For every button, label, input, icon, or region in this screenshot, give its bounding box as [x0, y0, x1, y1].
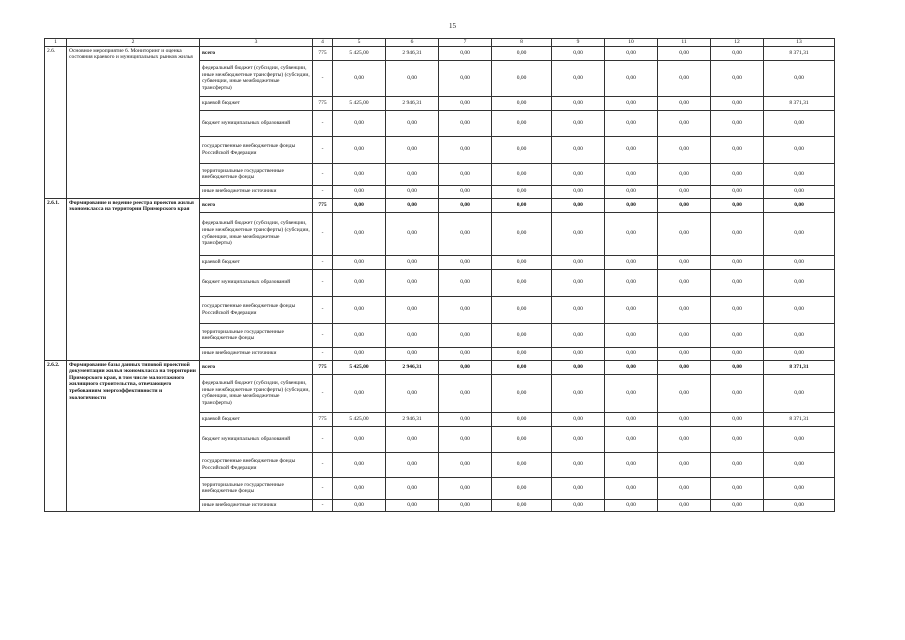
budget-code: -	[313, 60, 333, 96]
column-number: 8	[492, 39, 552, 47]
column-number: 4	[313, 39, 333, 47]
amount-cell: 0,00	[492, 46, 552, 60]
amount-cell: 0,00	[492, 499, 552, 511]
item-number: 2.6.	[45, 46, 67, 198]
amount-cell: 5 425,00	[333, 412, 386, 426]
column-number: 6	[386, 39, 439, 47]
amount-cell: 0,00	[764, 452, 835, 477]
amount-cell: 0,00	[386, 60, 439, 96]
amount-cell: 0,00	[552, 198, 605, 212]
column-number: 9	[552, 39, 605, 47]
amount-cell: 0,00	[439, 347, 492, 360]
table-body	[45, 39, 835, 512]
amount-cell: 0,00	[333, 185, 386, 198]
amount-cell: 0,00	[386, 374, 439, 412]
amount-cell: 0,00	[552, 269, 605, 296]
column-number-row	[45, 39, 835, 47]
amount-cell: 0,00	[711, 426, 764, 452]
amount-cell: 0,00	[552, 347, 605, 360]
amount-cell: 0,00	[764, 296, 835, 323]
amount-cell: 0,00	[552, 296, 605, 323]
amount-cell: 0,00	[492, 136, 552, 163]
amount-cell: 0,00	[552, 412, 605, 426]
amount-cell: 0,00	[552, 46, 605, 60]
amount-cell: 0,00	[492, 412, 552, 426]
amount-cell: 0,00	[711, 198, 764, 212]
amount-cell: 0,00	[711, 452, 764, 477]
amount-cell: 0,00	[439, 255, 492, 269]
amount-cell: 0,00	[439, 374, 492, 412]
amount-cell: 0,00	[764, 323, 835, 347]
amount-cell: 0,00	[764, 499, 835, 511]
amount-cell: 0,00	[658, 323, 711, 347]
amount-cell: 5 425,00	[333, 360, 386, 374]
amount-cell: 0,00	[764, 212, 835, 255]
amount-cell: 0,00	[605, 296, 658, 323]
column-number: 2	[67, 39, 200, 47]
budget-code: -	[313, 347, 333, 360]
amount-cell: 0,00	[386, 452, 439, 477]
amount-cell: 0,00	[333, 374, 386, 412]
column-number: 1	[45, 39, 67, 47]
amount-cell: 0,00	[764, 163, 835, 185]
amount-cell: 0,00	[605, 323, 658, 347]
budget-code: 775	[313, 412, 333, 426]
amount-cell: 0,00	[605, 96, 658, 110]
budget-code: 775	[313, 198, 333, 212]
column-number: 11	[658, 39, 711, 47]
budget-code: -	[313, 452, 333, 477]
funding-source: государственные внебюджетные фонды Российской Федерации	[200, 136, 313, 163]
amount-cell: 0,00	[492, 477, 552, 499]
amount-cell: 0,00	[492, 96, 552, 110]
amount-cell: 0,00	[492, 269, 552, 296]
amount-cell: 0,00	[658, 296, 711, 323]
amount-cell: 0,00	[658, 477, 711, 499]
amount-cell: 0,00	[711, 347, 764, 360]
budget-code: -	[313, 185, 333, 198]
budget-code: -	[313, 499, 333, 511]
column-number: 13	[764, 39, 835, 47]
budget-code: -	[313, 296, 333, 323]
funding-source: иные внебюджетные источники	[200, 185, 313, 198]
amount-cell: 0,00	[764, 110, 835, 136]
amount-cell: 0,00	[439, 46, 492, 60]
amount-cell: 0,00	[605, 110, 658, 136]
amount-cell: 0,00	[386, 477, 439, 499]
amount-cell: 0,00	[658, 163, 711, 185]
amount-cell: 0,00	[333, 269, 386, 296]
budget-code: -	[313, 255, 333, 269]
amount-cell: 0,00	[605, 499, 658, 511]
amount-cell: 0,00	[492, 426, 552, 452]
amount-cell: 0,00	[605, 185, 658, 198]
amount-cell: 0,00	[439, 212, 492, 255]
amount-cell: 0,00	[658, 452, 711, 477]
amount-cell: 0,00	[333, 60, 386, 96]
funding-source: краевой бюджет	[200, 255, 313, 269]
amount-cell: 0,00	[711, 136, 764, 163]
amount-cell: 5 425,00	[333, 96, 386, 110]
amount-cell: 0,00	[439, 96, 492, 110]
amount-cell: 0,00	[605, 212, 658, 255]
funding-source: иные внебюджетные источники	[200, 499, 313, 511]
amount-cell: 0,00	[333, 212, 386, 255]
column-number: 12	[711, 39, 764, 47]
amount-cell: 0,00	[439, 323, 492, 347]
budget-code: -	[313, 110, 333, 136]
amount-cell: 2 946,31	[386, 412, 439, 426]
amount-cell: 0,00	[764, 374, 835, 412]
amount-cell: 0,00	[764, 136, 835, 163]
amount-cell: 0,00	[492, 374, 552, 412]
amount-cell: 0,00	[658, 269, 711, 296]
amount-cell: 0,00	[711, 185, 764, 198]
amount-cell: 0,00	[605, 412, 658, 426]
amount-cell: 0,00	[658, 110, 711, 136]
amount-cell: 0,00	[764, 60, 835, 96]
amount-cell: 0,00	[605, 426, 658, 452]
amount-cell: 0,00	[439, 136, 492, 163]
item-number: 2.6.2.	[45, 360, 67, 511]
amount-cell: 0,00	[386, 347, 439, 360]
amount-cell: 0,00	[439, 296, 492, 323]
amount-cell: 0,00	[658, 255, 711, 269]
amount-cell: 0,00	[552, 499, 605, 511]
funding-source: бюджет муниципальных образований	[200, 426, 313, 452]
budget-code: 775	[313, 46, 333, 60]
amount-cell: 0,00	[439, 360, 492, 374]
amount-cell: 0,00	[605, 255, 658, 269]
amount-cell: 0,00	[711, 212, 764, 255]
amount-cell: 0,00	[386, 255, 439, 269]
amount-cell: 0,00	[386, 136, 439, 163]
amount-cell: 0,00	[711, 360, 764, 374]
item-number: 2.6.1.	[45, 198, 67, 360]
amount-cell: 0,00	[658, 212, 711, 255]
funding-source: всего	[200, 198, 313, 212]
amount-cell: 0,00	[439, 110, 492, 136]
amount-cell: 0,00	[386, 163, 439, 185]
amount-cell: 2 946,31	[386, 360, 439, 374]
amount-cell: 0,00	[711, 477, 764, 499]
amount-cell: 2 946,31	[386, 96, 439, 110]
amount-cell: 0,00	[552, 136, 605, 163]
amount-cell: 0,00	[439, 412, 492, 426]
amount-cell: 0,00	[333, 499, 386, 511]
funding-source: всего	[200, 46, 313, 60]
amount-cell: 0,00	[658, 136, 711, 163]
amount-cell: 0,00	[605, 269, 658, 296]
budget-code: -	[313, 374, 333, 412]
item-description: Формирование и ведение реестра проектов жилья экономкласса на территории Приморского края	[67, 198, 200, 360]
amount-cell: 8 371,31	[764, 360, 835, 374]
page-number: 15	[449, 22, 456, 30]
amount-cell: 0,00	[492, 296, 552, 323]
amount-cell: 0,00	[552, 374, 605, 412]
amount-cell: 0,00	[492, 163, 552, 185]
amount-cell: 0,00	[658, 347, 711, 360]
funding-source: бюджет муниципальных образований	[200, 110, 313, 136]
amount-cell: 0,00	[764, 185, 835, 198]
funding-source: федеральный бюджет (субсидии, субвенции, иные межбюджетные трансферты) (субсидии, субвенции, иные межбюджетные трансферты)	[200, 212, 313, 255]
amount-cell: 0,00	[386, 499, 439, 511]
budget-code: -	[313, 269, 333, 296]
amount-cell: 0,00	[711, 255, 764, 269]
amount-cell: 0,00	[492, 347, 552, 360]
amount-cell: 5 425,00	[333, 46, 386, 60]
amount-cell: 0,00	[492, 185, 552, 198]
amount-cell: 8 371,31	[764, 96, 835, 110]
amount-cell: 0,00	[386, 212, 439, 255]
amount-cell: 0,00	[711, 296, 764, 323]
amount-cell: 0,00	[333, 477, 386, 499]
amount-cell: 0,00	[492, 323, 552, 347]
amount-cell: 0,00	[386, 198, 439, 212]
amount-cell: 0,00	[658, 198, 711, 212]
amount-cell: 0,00	[333, 163, 386, 185]
funding-table	[44, 38, 835, 512]
amount-cell: 0,00	[658, 426, 711, 452]
budget-code: 775	[313, 96, 333, 110]
amount-cell: 0,00	[764, 269, 835, 296]
amount-cell: 0,00	[552, 96, 605, 110]
amount-cell: 0,00	[439, 163, 492, 185]
funding-source: государственные внебюджетные фонды Российской Федерации	[200, 296, 313, 323]
budget-code: 775	[313, 360, 333, 374]
amount-cell: 0,00	[333, 347, 386, 360]
amount-cell: 0,00	[439, 269, 492, 296]
amount-cell: 0,00	[492, 198, 552, 212]
amount-cell: 0,00	[333, 136, 386, 163]
amount-cell: 0,00	[333, 426, 386, 452]
amount-cell: 0,00	[492, 255, 552, 269]
amount-cell: 0,00	[333, 198, 386, 212]
amount-cell: 0,00	[605, 360, 658, 374]
amount-cell: 0,00	[386, 110, 439, 136]
column-number: 3	[200, 39, 313, 47]
amount-cell: 0,00	[605, 452, 658, 477]
amount-cell: 0,00	[711, 412, 764, 426]
amount-cell: 0,00	[658, 499, 711, 511]
amount-cell: 0,00	[552, 426, 605, 452]
amount-cell: 0,00	[764, 477, 835, 499]
amount-cell: 0,00	[386, 426, 439, 452]
amount-cell: 0,00	[492, 60, 552, 96]
funding-source: краевой бюджет	[200, 412, 313, 426]
amount-cell: 0,00	[658, 60, 711, 96]
amount-cell: 0,00	[333, 110, 386, 136]
amount-cell: 0,00	[333, 255, 386, 269]
budget-code: -	[313, 477, 333, 499]
amount-cell: 0,00	[552, 452, 605, 477]
amount-cell: 0,00	[711, 499, 764, 511]
amount-cell: 8 371,31	[764, 46, 835, 60]
budget-code: -	[313, 426, 333, 452]
column-number: 7	[439, 39, 492, 47]
funding-source: всего	[200, 360, 313, 374]
amount-cell: 0,00	[386, 323, 439, 347]
amount-cell: 0,00	[764, 255, 835, 269]
amount-cell: 0,00	[711, 269, 764, 296]
amount-cell: 0,00	[552, 212, 605, 255]
amount-cell: 0,00	[333, 323, 386, 347]
table-row	[45, 198, 835, 212]
amount-cell: 0,00	[439, 60, 492, 96]
amount-cell: 0,00	[711, 110, 764, 136]
amount-cell: 0,00	[658, 360, 711, 374]
amount-cell: 0,00	[658, 96, 711, 110]
amount-cell: 0,00	[386, 185, 439, 198]
table-row	[45, 46, 835, 60]
table-row	[45, 360, 835, 374]
amount-cell: 0,00	[552, 477, 605, 499]
amount-cell: 0,00	[492, 360, 552, 374]
amount-cell: 0,00	[605, 347, 658, 360]
amount-cell: 0,00	[439, 185, 492, 198]
amount-cell: 0,00	[605, 374, 658, 412]
amount-cell: 0,00	[605, 198, 658, 212]
amount-cell: 0,00	[711, 374, 764, 412]
funding-source: территориальные государственные внебюджетные фонды	[200, 323, 313, 347]
amount-cell: 0,00	[492, 212, 552, 255]
amount-cell: 0,00	[386, 296, 439, 323]
amount-cell: 0,00	[439, 198, 492, 212]
funding-source: государственные внебюджетные фонды Российской Федерации	[200, 452, 313, 477]
amount-cell: 0,00	[439, 499, 492, 511]
amount-cell: 0,00	[605, 46, 658, 60]
funding-source: территориальные государственные внебюджетные фонды	[200, 477, 313, 499]
amount-cell: 0,00	[552, 323, 605, 347]
item-description: Основное мероприятие 6. Мониторинг и оценка состояния краевого и муниципальных рынков жилья	[67, 46, 200, 198]
column-number: 10	[605, 39, 658, 47]
amount-cell: 0,00	[333, 296, 386, 323]
amount-cell: 0,00	[658, 185, 711, 198]
amount-cell: 0,00	[439, 477, 492, 499]
amount-cell: 0,00	[605, 163, 658, 185]
budget-code: -	[313, 163, 333, 185]
amount-cell: 0,00	[605, 136, 658, 163]
amount-cell: 0,00	[552, 360, 605, 374]
budget-code: -	[313, 136, 333, 163]
amount-cell: 0,00	[764, 426, 835, 452]
amount-cell: 0,00	[711, 163, 764, 185]
amount-cell: 0,00	[386, 269, 439, 296]
funding-source: иные внебюджетные источники	[200, 347, 313, 360]
item-description: Формирование базы данных типовой проектной документации жилья экономкласса на территории Приморского края, в том числе малоэтажного жилищного строительства, отвечающего требованиям энергоэффективности и экологичности	[67, 360, 200, 511]
amount-cell: 0,00	[605, 60, 658, 96]
amount-cell: 0,00	[552, 255, 605, 269]
amount-cell: 0,00	[333, 452, 386, 477]
amount-cell: 0,00	[658, 374, 711, 412]
amount-cell: 0,00	[492, 110, 552, 136]
funding-source: бюджет муниципальных образований	[200, 269, 313, 296]
funding-source: федеральный бюджет (субсидии, субвенции, иные межбюджетные трансферты) (субсидии, субвенции, иные межбюджетные трансферты)	[200, 60, 313, 96]
amount-cell: 0,00	[764, 198, 835, 212]
amount-cell: 0,00	[552, 110, 605, 136]
amount-cell: 0,00	[605, 477, 658, 499]
amount-cell: 0,00	[552, 185, 605, 198]
column-number: 5	[333, 39, 386, 47]
amount-cell: 0,00	[711, 46, 764, 60]
funding-source: территориальные государственные внебюджетные фонды	[200, 163, 313, 185]
amount-cell: 0,00	[711, 96, 764, 110]
amount-cell: 2 946,31	[386, 46, 439, 60]
amount-cell: 0,00	[552, 60, 605, 96]
amount-cell: 0,00	[764, 347, 835, 360]
budget-code: -	[313, 212, 333, 255]
funding-source: федеральный бюджет (субсидии, субвенции, иные межбюджетные трансферты) (субсидии, субвенции, иные межбюджетные трансферты)	[200, 374, 313, 412]
funding-source: краевой бюджет	[200, 96, 313, 110]
amount-cell: 0,00	[711, 60, 764, 96]
amount-cell: 0,00	[492, 452, 552, 477]
amount-cell: 0,00	[711, 323, 764, 347]
amount-cell: 0,00	[439, 452, 492, 477]
amount-cell: 0,00	[552, 163, 605, 185]
amount-cell: 8 371,31	[764, 412, 835, 426]
budget-code: -	[313, 323, 333, 347]
amount-cell: 0,00	[658, 46, 711, 60]
amount-cell: 0,00	[658, 412, 711, 426]
amount-cell: 0,00	[439, 426, 492, 452]
